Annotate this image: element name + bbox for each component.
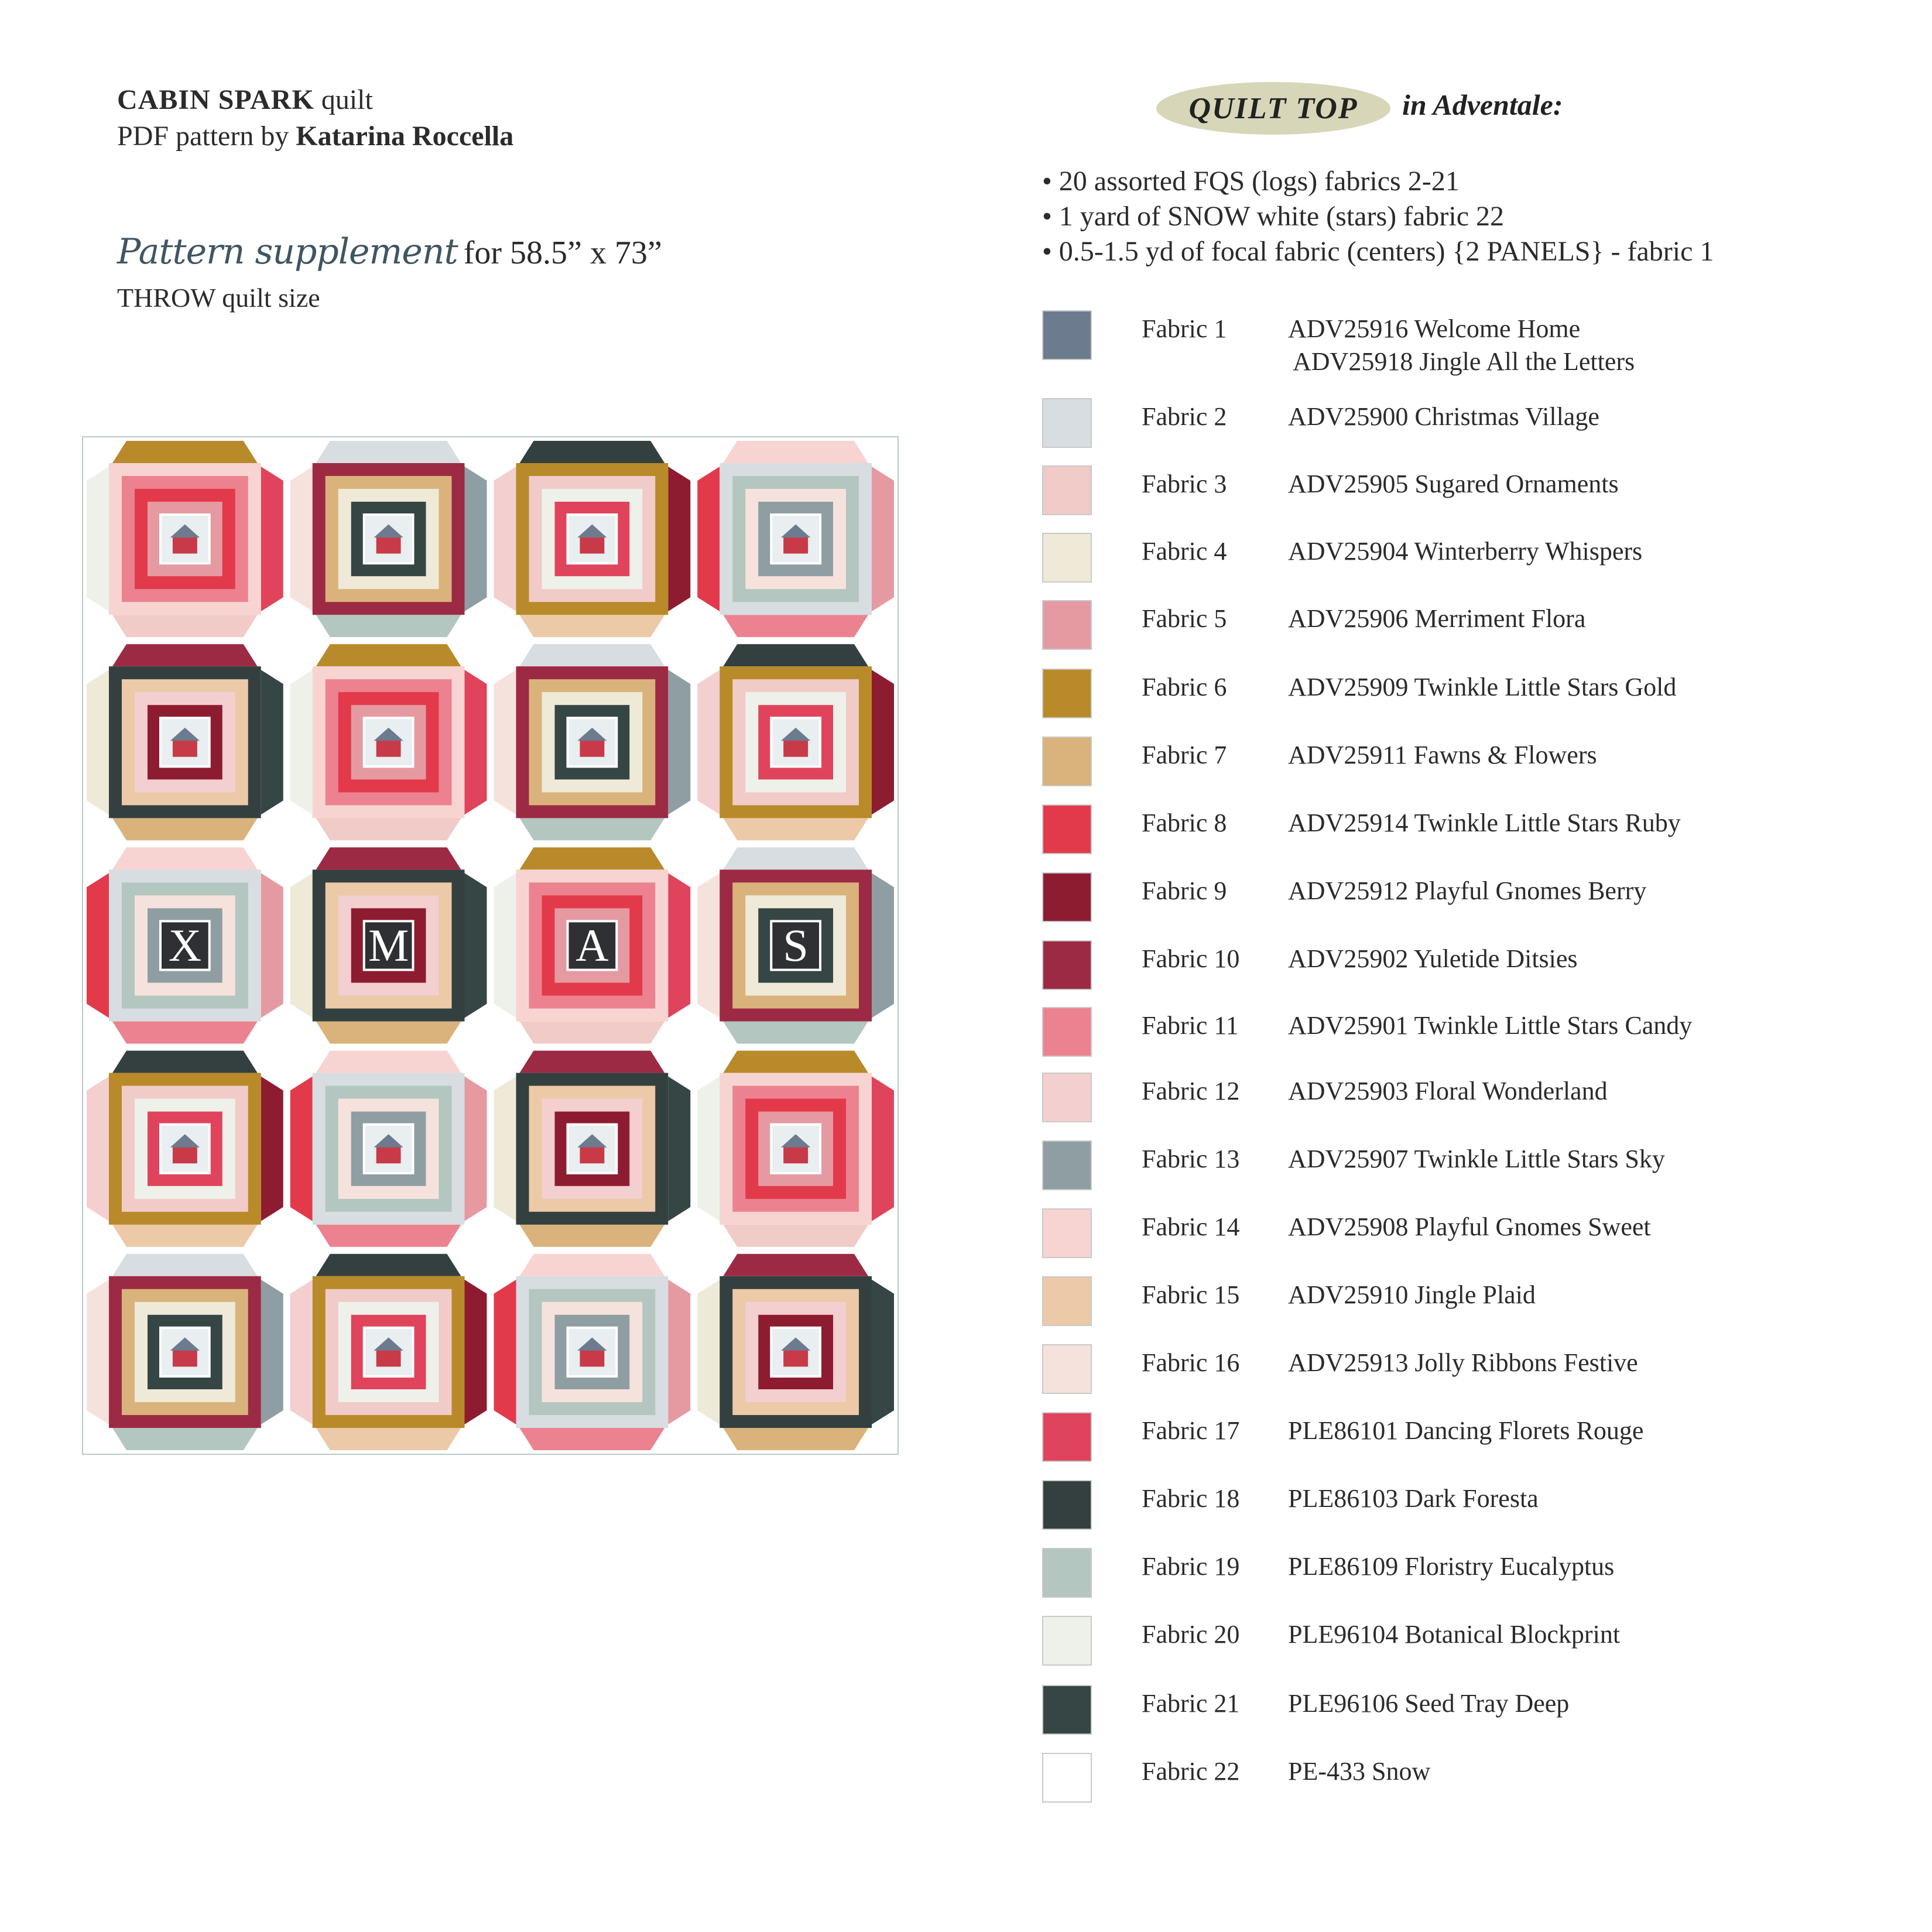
fabric-label: Fabric 9 [1142, 876, 1227, 905]
fabric-row [1042, 1344, 1909, 1397]
fabric-name: ADV25902 Yuletide Ditsies [1288, 944, 1578, 973]
fabric-row [1042, 1208, 1909, 1261]
fabric-swatch [1042, 1276, 1092, 1326]
quilt-top-collection: in Adventale: [1402, 88, 1563, 121]
fabric-label: Fabric 22 [1142, 1757, 1240, 1786]
fabric-swatch [1042, 940, 1092, 990]
quilt-spark-bottom [316, 1225, 461, 1247]
fabric-row [1042, 1616, 1909, 1669]
fabric-name: ADV25903 Floral Wonderland [1288, 1077, 1608, 1105]
quilt-spark-right [668, 1280, 690, 1424]
fabric-label: Fabric 12 [1142, 1077, 1240, 1105]
quilt-spark-left [494, 670, 516, 814]
fabric-name: ADV25901 Twinkle Little Stars Candy [1288, 1011, 1693, 1040]
quilt-spark-bottom [520, 1225, 665, 1247]
fabric-swatch [1042, 465, 1092, 515]
quilt-spark-bottom [520, 615, 665, 637]
quilt-spark-bottom [520, 818, 665, 840]
fabric-label: Fabric 3 [1142, 470, 1227, 498]
fabric-row [1042, 872, 1909, 925]
supplement-heading [117, 231, 662, 272]
fabric-swatch [1042, 804, 1092, 854]
pattern-title-block [117, 82, 513, 155]
fabric-name: PE-433 Snow [1288, 1757, 1431, 1786]
fabric-row [1042, 1685, 1909, 1738]
quilt-spark-bottom [112, 818, 258, 840]
fabric-swatch [1042, 1208, 1092, 1258]
quilt-spark-top [520, 847, 665, 869]
quilt-spark-top [723, 1051, 868, 1073]
quilt-spark-left [494, 873, 516, 1018]
fabric-label: Fabric 11 [1142, 1011, 1239, 1040]
quilt-center-cabin [173, 536, 197, 553]
quilt-spark-right [465, 873, 487, 1018]
quilt-spark-bottom [520, 1022, 665, 1044]
quilt-spark-bottom [112, 1225, 258, 1247]
quilt-spark-bottom [112, 1428, 258, 1450]
fabric-row [1042, 600, 1909, 653]
quilt-spark-right [668, 1077, 690, 1221]
quilt-center-cabin [580, 536, 604, 553]
quilt-spark-left [290, 670, 313, 814]
fabric-swatch [1042, 737, 1092, 786]
quilt-spark-top [520, 1051, 665, 1073]
fabric-row [1042, 1412, 1909, 1465]
quilt-spark-bottom [316, 1022, 461, 1044]
quilt-spark-right [261, 873, 283, 1018]
quilt-spark-right [465, 1280, 487, 1424]
fabric-row [1042, 465, 1909, 518]
quilt-center-cabin [173, 740, 197, 757]
fabric-swatch [1042, 1616, 1092, 1666]
fabric-name: ADV25905 Sugared Ornaments [1288, 470, 1619, 498]
quilt-spark-top [723, 847, 868, 869]
quilt-letter: X [168, 920, 202, 971]
quilt-spark-bottom [723, 1022, 868, 1044]
quilt-center-cabin [580, 1146, 604, 1163]
quilt-letter: M [368, 920, 409, 971]
fabric-label: Fabric 4 [1142, 537, 1227, 566]
quilt-center-cabin [783, 1146, 808, 1163]
quilt-letter: S [783, 920, 809, 971]
quilt-spark-left [697, 873, 720, 1018]
fabric-name: ADV25907 Twinkle Little Stars Sky [1288, 1145, 1665, 1173]
quilt-spark-left [290, 873, 313, 1018]
quilt-spark-left [290, 1280, 313, 1424]
fabric-name: ADV25912 Playful Gnomes Berry [1288, 876, 1647, 905]
fabric-swatch [1042, 1412, 1092, 1462]
quilt-spark-right [872, 1280, 894, 1424]
quilt-top-badge: QUILT TOP [1156, 82, 1390, 135]
quilt-spark-top [112, 441, 258, 463]
quilt-spark-bottom [316, 615, 461, 637]
fabric-row [1042, 940, 1909, 993]
fabric-name: ADV25908 Playful Gnomes Sweet [1288, 1212, 1651, 1241]
quilt-spark-left [87, 1077, 109, 1221]
fabric-swatch [1042, 310, 1092, 360]
quilt-spark-left [290, 1077, 313, 1221]
quilt-spark-right [668, 670, 690, 814]
fabric-row [1042, 1480, 1909, 1533]
fabric-label: Fabric 2 [1142, 402, 1227, 431]
fabric-label: Fabric 15 [1142, 1280, 1240, 1309]
quilt-spark-left [494, 467, 516, 611]
fabric-name: ADV25900 Christmas Village [1288, 402, 1599, 431]
fabric-row [1042, 1548, 1909, 1601]
quilt-spark-right [261, 1280, 283, 1424]
requirements-list [1042, 164, 1714, 269]
quilt-spark-top [112, 1051, 258, 1073]
quilt-spark-left [494, 1077, 516, 1221]
quilt-spark-bottom [723, 1225, 868, 1247]
fabric-name: ADV25913 Jolly Ribbons Festive [1288, 1348, 1638, 1377]
pattern-title: CABIN SPARK quilt [117, 84, 373, 115]
fabric-name-secondary: ADV25918 Jingle All the Letters [1293, 347, 1635, 376]
fabric-name: PLE86103 Dark Foresta [1288, 1484, 1539, 1513]
requirement-item: • 0.5-1.5 yd of focal fabric (centers) {2 PANELS} - fabric 1 [1042, 236, 1714, 267]
fabric-row [1042, 1140, 1909, 1193]
quilt-center-cabin [783, 740, 808, 757]
fabric-swatch [1042, 398, 1092, 448]
quilt-spark-bottom [723, 1428, 868, 1450]
fabric-row [1042, 1007, 1909, 1060]
fabric-row [1042, 804, 1909, 857]
fabric-swatch [1042, 1480, 1092, 1530]
quilt-spark-right [261, 1077, 283, 1221]
fabric-name: ADV25914 Twinkle Little Stars Ruby [1288, 809, 1681, 837]
fabric-label: Fabric 18 [1142, 1484, 1240, 1513]
pattern-byline: PDF pattern by Katarina Roccella [117, 121, 514, 152]
quilt-spark-right [872, 1077, 894, 1221]
fabric-name: ADV25909 Twinkle Little Stars Gold [1288, 673, 1677, 701]
fabric-row [1042, 1073, 1909, 1125]
quilt-spark-bottom [112, 615, 258, 637]
fabric-swatch [1042, 533, 1092, 583]
quilt-spark-bottom [723, 615, 868, 637]
quilt-center-cabin [783, 1349, 808, 1366]
quilt-spark-left [87, 467, 109, 611]
fabric-label: Fabric 14 [1142, 1212, 1240, 1241]
fabric-label: Fabric 5 [1142, 604, 1227, 633]
quilt-spark-right [261, 670, 283, 814]
fabric-label: Fabric 6 [1142, 673, 1227, 701]
fabric-name: ADV25916 Welcome Home [1288, 314, 1581, 343]
quilt-center-cabin [376, 1349, 401, 1366]
quilt-spark-bottom [316, 1428, 461, 1450]
fabric-label: Fabric 13 [1142, 1145, 1240, 1173]
fabric-swatch [1042, 669, 1092, 718]
fabric-label: Fabric 17 [1142, 1416, 1240, 1445]
quilt-spark-bottom [112, 1022, 258, 1044]
fabric-row [1042, 1276, 1909, 1329]
fabric-label: Fabric 10 [1142, 944, 1240, 973]
fabric-name: PLE86109 Floristry Eucalyptus [1288, 1552, 1615, 1581]
quilt-spark-right [872, 670, 894, 814]
quilt-spark-top [723, 1254, 868, 1276]
quilt-center-cabin [783, 536, 808, 553]
quilt-spark-bottom [723, 818, 868, 840]
quilt-spark-top [520, 1254, 665, 1276]
fabric-label: Fabric 20 [1142, 1620, 1240, 1649]
fabric-swatch [1042, 1685, 1092, 1735]
fabric-row [1042, 737, 1909, 789]
quilt-center-cabin [173, 1349, 197, 1366]
quilt-spark-left [697, 1280, 720, 1424]
quilt-spark-right [872, 873, 894, 1018]
fabric-label: Fabric 16 [1142, 1348, 1240, 1377]
fabric-name: ADV25911 Fawns & Flowers [1288, 741, 1597, 769]
quilt-spark-right [465, 467, 487, 611]
quilt-size-label: THROW quilt size [117, 283, 320, 313]
quilt-center-cabin [376, 1146, 401, 1163]
requirement-item: • 1 yard of SNOW white (stars) fabric 22 [1042, 201, 1505, 232]
quilt-spark-top [316, 1254, 461, 1276]
quilt-spark-left [697, 670, 720, 814]
fabric-row [1042, 669, 1909, 721]
quilt-spark-top [520, 441, 665, 463]
quilt-center-cabin [376, 740, 401, 757]
quilt-spark-top [316, 847, 461, 869]
fabric-row [1042, 533, 1909, 585]
fabric-swatch [1042, 1140, 1092, 1190]
quilt-spark-right [261, 467, 283, 611]
quilt-spark-left [87, 1280, 109, 1424]
quilt-spark-top [723, 644, 868, 666]
supplement-script: Pattern supplement [117, 231, 458, 272]
quilt-center-cabin [173, 1146, 197, 1163]
requirement-item: • 20 assorted FQS (logs) fabrics 2-21 [1042, 166, 1460, 197]
quilt-spark-bottom [316, 818, 461, 840]
fabric-name: PLE86101 Dancing Florets Rouge [1288, 1416, 1644, 1445]
quilt-spark-left [87, 873, 109, 1018]
quilt-spark-top [723, 441, 868, 463]
fabric-label: Fabric 21 [1142, 1689, 1240, 1718]
fabric-swatch [1042, 1753, 1092, 1803]
fabric-name: PLE96104 Botanical Blockprint [1288, 1620, 1621, 1649]
quilt-spark-top [112, 1254, 258, 1276]
quilt-spark-top [112, 847, 258, 869]
quilt-spark-right [465, 1077, 487, 1221]
quilt-spark-right [668, 873, 690, 1018]
quilt-spark-right [668, 467, 690, 611]
quilt-center-cabin [580, 740, 604, 757]
quilt-center-cabin [376, 536, 401, 553]
fabric-swatch [1042, 872, 1092, 922]
fabric-label: Fabric 1 [1142, 314, 1227, 343]
quilt-spark-top [316, 644, 461, 666]
quilt-spark-top [316, 441, 461, 463]
quilt-spark-top [112, 644, 258, 666]
quilt-spark-left [494, 1280, 516, 1424]
fabric-row [1042, 310, 1909, 376]
quilt-illustration [82, 436, 899, 1455]
fabric-swatch [1042, 1007, 1092, 1057]
fabric-name: PLE96106 Seed Tray Deep [1288, 1689, 1570, 1718]
fabric-row [1042, 398, 1909, 451]
quilt-center-cabin [580, 1349, 604, 1366]
fabric-label: Fabric 19 [1142, 1552, 1240, 1581]
fabric-swatch [1042, 600, 1092, 650]
quilt-spark-right [872, 467, 894, 611]
fabric-row [1042, 1753, 1909, 1806]
fabric-swatch [1042, 1073, 1092, 1122]
fabric-swatch [1042, 1548, 1092, 1598]
fabric-label: Fabric 7 [1142, 741, 1227, 769]
quilt-spark-right [465, 670, 487, 814]
fabric-swatch [1042, 1344, 1092, 1394]
fabric-name: ADV25904 Winterberry Whispers [1288, 537, 1643, 566]
quilt-spark-left [87, 670, 109, 814]
fabric-label: Fabric 8 [1142, 809, 1227, 837]
quilt-spark-left [290, 467, 313, 611]
quilt-spark-left [697, 1077, 720, 1221]
fabric-name: ADV25910 Jingle Plaid [1288, 1280, 1536, 1309]
quilt-spark-bottom [520, 1428, 665, 1450]
quilt-spark-left [697, 467, 720, 611]
quilt-spark-top [520, 644, 665, 666]
supplement-size: for 58.5” x 73” [463, 235, 662, 271]
quilt-letter: A [576, 920, 609, 971]
quilt-spark-top [316, 1051, 461, 1073]
fabric-name: ADV25906 Merriment Flora [1288, 604, 1586, 633]
